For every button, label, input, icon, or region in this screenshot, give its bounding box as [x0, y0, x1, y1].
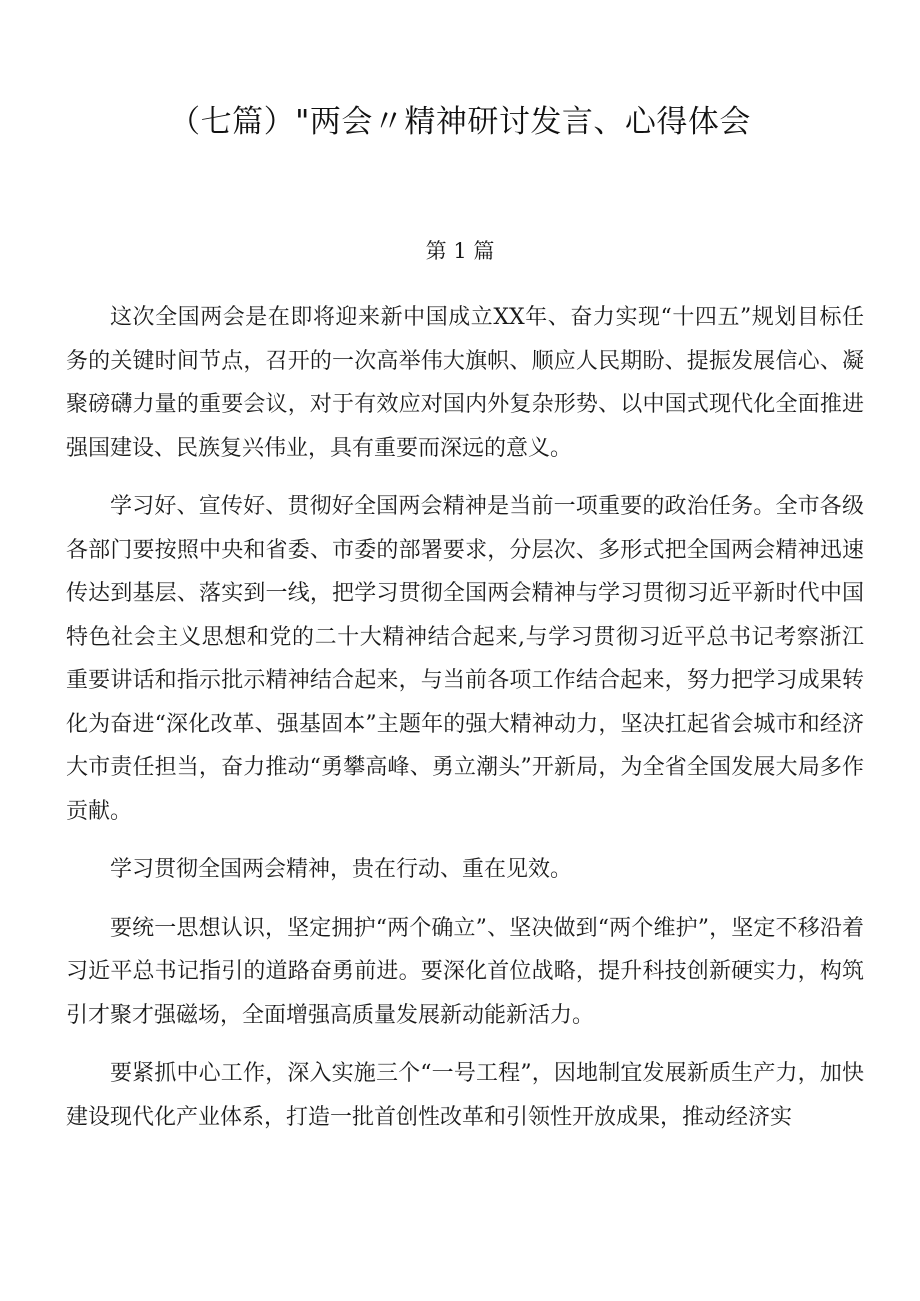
paragraph: 要紧抓中心工作，深入实施三个“一号工程”，因地制宜发展新质生产力，加快建设现代化产业体系，打造一批首创性改革和引领性开放成果，推动经济实: [66, 1061, 864, 1130]
paragraph: 要统一思想认识，坚定拥护“两个确立”、坚决做到“两个维护”，坚定不移沿着习近平总书记指引的道路奋勇前进。要深化首位战略，提升科技创新硬实力，构筑引才聚才强磁场，全面增强高质量发展新动能新活力。: [66, 915, 864, 1028]
paragraph: 学习贯彻全国两会精神，贵在行动、重在见效。: [110, 857, 573, 882]
paragraph: 这次全国两会是在即将迎来新中国成立XX年、奋力实现“十四五”规划目标任务的关键时间节点，召开的一次高举伟大旗帜、顺应人民期盼、提振发展信心、凝聚磅礴力量的重要会议，对于有效应对国内外复杂形势、以中国式现代化全面推进强国建设、民族复兴伟业，具有重要而深远的意义。: [66, 305, 864, 461]
document-body: [66, 296, 864, 1154]
paragraph: 学习好、宣传好、贯彻好全国两会精神是当前一项重要的政治任务。全市各级各部门要按照中央和省委、市委的部署要求，分层次、多形式把全国两会精神迅速传达到基层、落实到一线，把学习贯彻全国两会精神与学习贯彻习近平新时代中国特色社会主义思想和党的二十大精神结合起来,与学习贯彻习近平总书记考察浙江重要讲话和指示批示精神结合起来，与当前各项工作结合起来，努力把学习成果转化为奋进“深化改革、强基固本”主题年的强大精神动力，坚决扛起省会城市和经济大市责任担当，奋力推动“勇攀高峰、勇立潮头”开新局，为全省全国发展大局多作贡献。: [66, 494, 864, 824]
document-title: （七篇）"两会〃精神研讨发言、心得体会: [169, 104, 751, 140]
section-heading: 第 1 篇: [425, 239, 495, 263]
